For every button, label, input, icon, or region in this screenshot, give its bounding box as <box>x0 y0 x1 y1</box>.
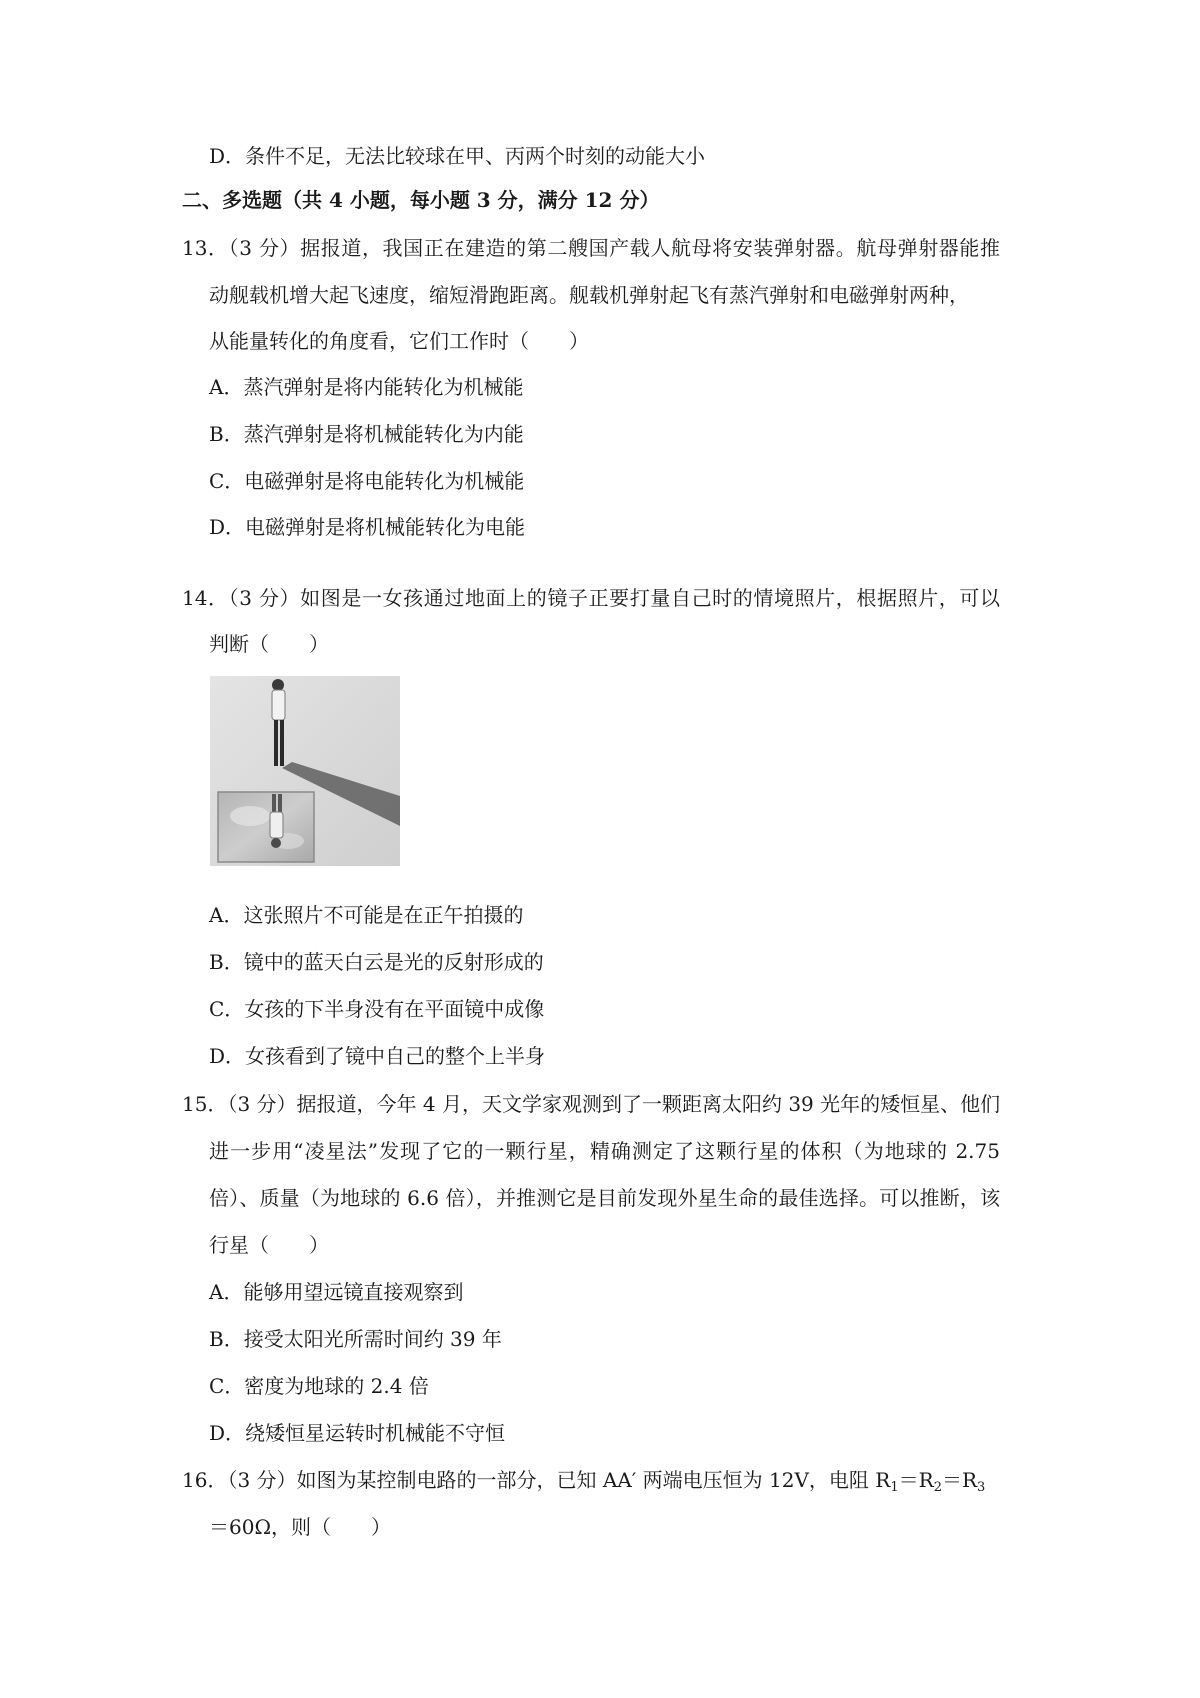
section-heading-multiple-choice: 二、多选题（共 4 小题，每小题 3 分，满分 12 分） <box>182 188 660 212</box>
q13-stem-line-1: 13．（3 分）据报道，我国正在建造的第二艘国产载人航母将安装弹射器。航母弹射器能推 <box>182 236 1000 260</box>
q14-option-b: B．镜中的蓝天白云是光的反射形成的 <box>209 950 544 974</box>
girl-mirror-illustration <box>210 676 400 866</box>
q14-option-d: D．女孩看到了镜中自己的整个上半身 <box>209 1044 546 1068</box>
cloud-reflection <box>230 806 270 826</box>
q15-option-b: B．接受太阳光所需时间约 39 年 <box>209 1327 502 1351</box>
q14-stem-line-2: 判断（ ） <box>209 632 329 656</box>
floor-mirror <box>218 792 314 862</box>
q15-stem-line-4: 行星（ ） <box>209 1233 329 1257</box>
q12-option-d: D．条件不足，无法比较球在甲、丙两个时刻的动能大小 <box>209 144 706 168</box>
q13-stem-line-2: 动舰载机增大起飞速度，缩短滑跑距离。舰载机弹射起飞有蒸汽弹射和电磁弹射两种， <box>209 283 969 307</box>
q15-stem-line-2: 进一步用“凌星法”发现了它的一颗行星，精确测定了这颗行星的体积（为地球的 2.75 <box>209 1139 1000 1163</box>
q15-option-d: D．绕矮恒星运转时机械能不守恒 <box>209 1421 506 1445</box>
q15-option-a: A．能够用望远镜直接观察到 <box>209 1280 464 1304</box>
q15-stem-line-1: 15．（3 分）据报道，今年 4 月，天文学家观测到了一颗距离太阳约 39 光年的矮恒星、他们 <box>182 1092 1001 1116</box>
r3-subscript: 3 <box>977 1480 986 1495</box>
q13-option-d: D．电磁弹射是将机械能转化为电能 <box>209 515 526 539</box>
q15-option-c: C．密度为地球的 2.4 倍 <box>209 1374 429 1398</box>
q16-eq-1: ＝R <box>898 1468 934 1492</box>
q14-stem-line-1: 14．（3 分）如图是一女孩通过地面上的镜子正要打量自己时的情境照片，根据照片，可以 <box>182 586 1000 610</box>
q14-option-c: C．女孩的下半身没有在平面镜中成像 <box>209 997 545 1021</box>
q13-stem-line-3: 从能量转化的角度看，它们工作时（ ） <box>209 329 589 353</box>
q15-stem-line-3: 倍）、质量（为地球的 6.6 倍），并推测它是目前发现外星生命的最佳选择。可以推断，该 <box>209 1186 1000 1210</box>
q16-stem-line-2: ＝60Ω，则（ ） <box>209 1515 392 1539</box>
q13-option-b: B．蒸汽弹射是将机械能转化为内能 <box>209 422 524 446</box>
q13-option-c: C．电磁弹射是将电能转化为机械能 <box>209 469 525 493</box>
q14-option-a: A．这张照片不可能是在正午拍摄的 <box>209 903 524 927</box>
r2-subscript: 2 <box>933 1480 942 1495</box>
q13-option-a: A．蒸汽弹射是将内能转化为机械能 <box>209 375 524 399</box>
q16-eq-2: ＝R <box>941 1468 978 1492</box>
r1-subscript: 1 <box>890 1480 899 1495</box>
girl-mirror-photo <box>210 676 400 866</box>
q16-stem-text: 16．（3 分）如图为某控制电路的一部分，已知 AA′ 两端电压恒为 12V，电阻 R <box>182 1468 891 1492</box>
q16-stem-line-1 <box>182 1466 985 1494</box>
